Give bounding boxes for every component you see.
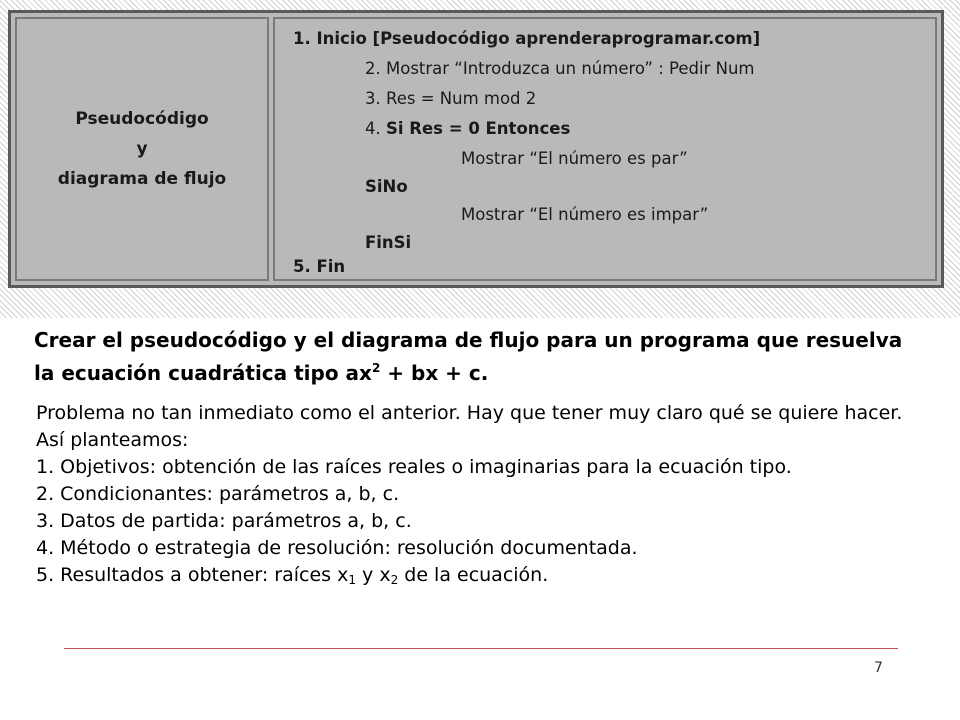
- code-line-6: SiNo: [365, 177, 408, 196]
- code-line-3: 3. Res = Num mod 2: [365, 89, 537, 108]
- label-line-1: Pseudocódigo: [75, 109, 209, 129]
- code-line-7: Mostrar “El número es impar”: [461, 205, 709, 224]
- code-line-4: 4. Si Res = 0 Entonces: [365, 119, 571, 138]
- pseudocode-cell: [273, 17, 937, 281]
- pseudocode-table: [8, 10, 944, 288]
- exponent: 2: [371, 361, 381, 375]
- code-line-9: 5. Fin: [293, 257, 346, 276]
- label-line-2: y: [136, 139, 148, 159]
- problem-description: [36, 400, 916, 594]
- code-line-5: Mostrar “El número es par”: [461, 149, 688, 168]
- code-line-8: FinSi: [365, 233, 412, 252]
- intro-paragraph: Problema no tan inmediato como el anterior. Hay que tener muy claro qué se quiere hacer. Así planteamos:: [36, 402, 903, 451]
- table-label-cell: [15, 17, 269, 281]
- list-item-2: 2. Condicionantes: parámetros a, b, c.: [36, 483, 400, 505]
- list-item-1: 1. Objetivos: obtención de las raíces reales o imaginarias para la ecuación tipo.: [36, 456, 792, 478]
- label-line-3: diagrama de flujo: [57, 169, 227, 189]
- page-number: 7: [874, 660, 883, 676]
- code-line-2: 2. Mostrar “Introduzca un número” : Pedir Num: [365, 59, 755, 78]
- list-item-4: 4. Método o estrategia de resolución: resolución documentada.: [36, 537, 638, 559]
- list-item-3: 3. Datos de partida: parámetros a, b, c.: [36, 510, 412, 532]
- footer-divider: [64, 648, 898, 649]
- exercise-heading: Crear el pseudocódigo y el diagrama de flujo para un programa que resuelva la ecuación cuadrática tipo $ax^2$ + bx + c.: [34, 328, 903, 385]
- list-item-5: 5. Resultados a obtener: raíces $x_1$ y $x_2$ de la ecuación.: [36, 564, 549, 587]
- code-line-1: 1. Inicio [Pseudocódigo aprenderaprogramar.com]: [293, 29, 761, 48]
